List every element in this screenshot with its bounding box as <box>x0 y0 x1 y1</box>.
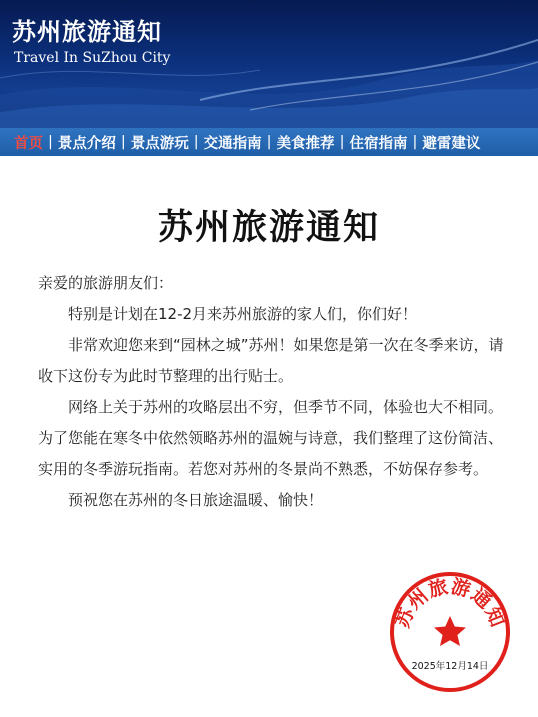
letter-paragraph: 非常欢迎您来到“园林之城”苏州！如果您是第一次在冬季来访，请收下这份专为此时节整理的出行贴士。 <box>38 336 504 385</box>
nav-item-transport[interactable]: 交通指南 <box>203 135 262 152</box>
site-title: 苏州旅游通知 <box>12 18 162 46</box>
site-subtitle: Travel In SuZhou City <box>14 50 171 66</box>
letter-paragraph: 预祝您在苏州的冬日旅途温暖、愉快！ <box>68 491 324 509</box>
seal-star-icon <box>434 616 466 646</box>
nav-separator: | <box>412 134 418 150</box>
nav-separator: | <box>48 134 53 150</box>
nav-separator: | <box>339 134 345 150</box>
nav-item-lodging[interactable]: 住宿指南 <box>349 135 408 152</box>
nav-item-tips[interactable]: 避雷建议 <box>422 135 481 152</box>
seal-date: 2025年12月14日 <box>411 661 489 672</box>
nav-item-attractions[interactable]: 景点介绍 <box>57 135 116 152</box>
letter-paragraph: 网络上关于苏州的攻略层出不穷，但季节不同，体验也大不相同。为了您能在寒冬中依然领略苏州的温婉与诗意，我们整理了这份简洁、实用的冬季游玩指南。若您对苏州的冬景尚不熟悉，不妨保存参考。 <box>38 398 504 478</box>
nav-separator: | <box>120 134 126 150</box>
main-nav <box>0 128 538 156</box>
header-banner <box>0 0 538 128</box>
document-title: 苏州旅游通知 <box>157 208 380 248</box>
nav-item-home[interactable]: 首页 <box>14 135 43 152</box>
nav-item-food[interactable]: 美食推荐 <box>276 135 335 152</box>
nav-separator: | <box>193 134 199 150</box>
nav-separator: | <box>266 134 272 150</box>
seal-text: 苏州旅游通知 <box>391 575 509 631</box>
letter-body <box>38 268 508 516</box>
official-seal-stamp <box>388 570 512 694</box>
letter-greeting: 亲爱的旅游朋友们： <box>38 274 174 292</box>
letter-paragraph: 特别是计划在12-2月来苏州旅游的家人们，你们好！ <box>68 305 418 323</box>
nav-item-sightseeing[interactable]: 景点游玩 <box>130 135 189 152</box>
